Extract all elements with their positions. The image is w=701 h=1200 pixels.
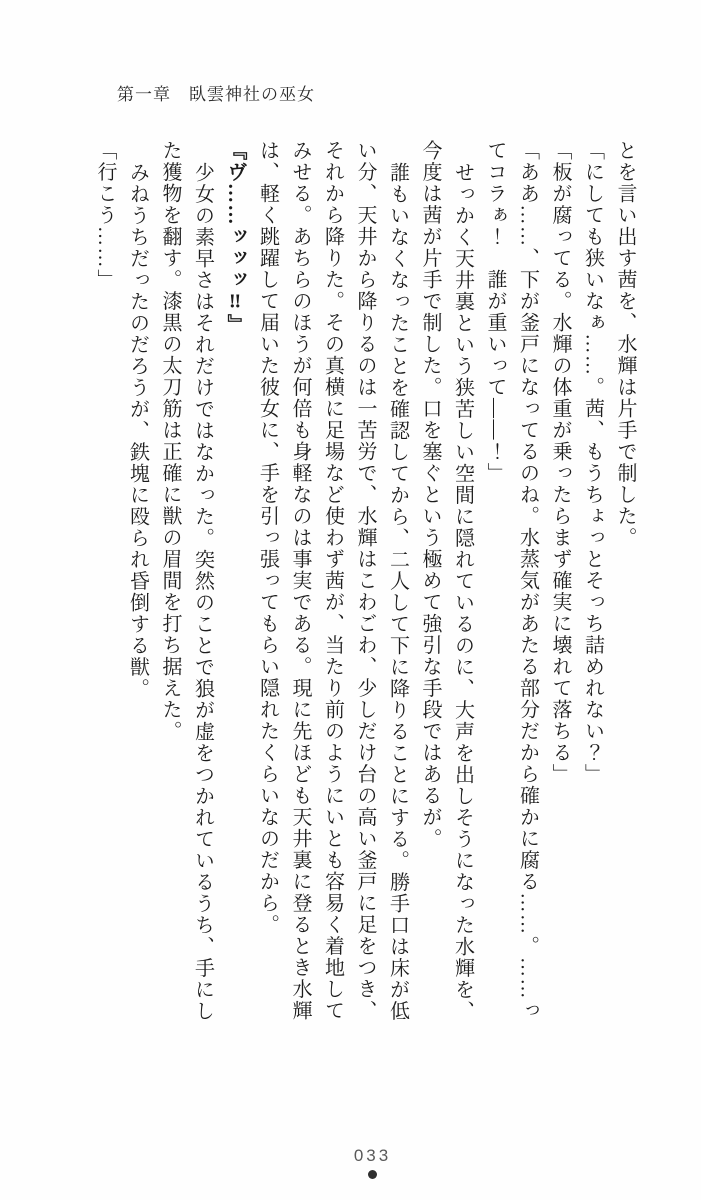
paragraph: 「にしても狭いなぁ……。茜、もうちょっとそっち詰めれない？」 [581,140,604,785]
paragraph: 『ヴ……ッッッ‼』 [224,140,246,336]
paragraph: せっかく天井裏という狭苦しい空間に隠れているのに、大声を出しそうになった水輝を、今度は茜が片手で制した。口を塞ぐという極めて強引な手段ではあるが。 [419,140,474,1022]
footer-dot-icon [368,1170,377,1179]
paragraph: 誰もいなくなったことを確認してから、二人して下に降りることにする。勝手口は床が低い分、天井から降りるのは一苦労で、水輝はこわごわ、少しだけ台の高い釜戸に足をつき、それから降りた。その真横に足場など使わず茜が、当たり前のようにいとも容易く着地してみせる。あちらのほうが何倍も身軽なのは事実である。現に先ほども天井裏に登るとき水輝は、軽く跳躍して届いた彼女に、手を引っ張ってもらい隠れたくらいなのだから。 [256,140,409,1022]
paragraph: とを言い出す茜を、水輝は片手で制した。 [614,140,636,549]
paragraph: 「ああ……、下が釜戸になってるのね。水蒸気があたる部分だから確かに腐る……。……ってコラぁ！ 誰が重いって――！」 [484,140,539,1022]
chapter-title: 第一章 臥雲神社の巫女 [117,85,315,104]
paragraph: みねうちだったのだろうが、鉄塊に殴られ昏倒する獣。 [126,161,149,699]
page-number: 033 [353,1146,392,1165]
chapter-header [96,60,315,125]
paragraph: 少女の素早さはそれだけではなかった。突然のことで狼が虚をつかれているうち、手にした獲物を翻す。漆黒の太刀筋は正確に獣の眉間を打ち据えた。 [159,140,214,1022]
paragraph: 「行こう……」 [94,140,116,291]
page-footer [44,1146,701,1179]
page-body-vertical-text [89,140,642,1032]
paragraph: 「板が腐ってる。水輝の体重が乗ったらまず確実に壊れて落ちる」 [549,140,571,785]
